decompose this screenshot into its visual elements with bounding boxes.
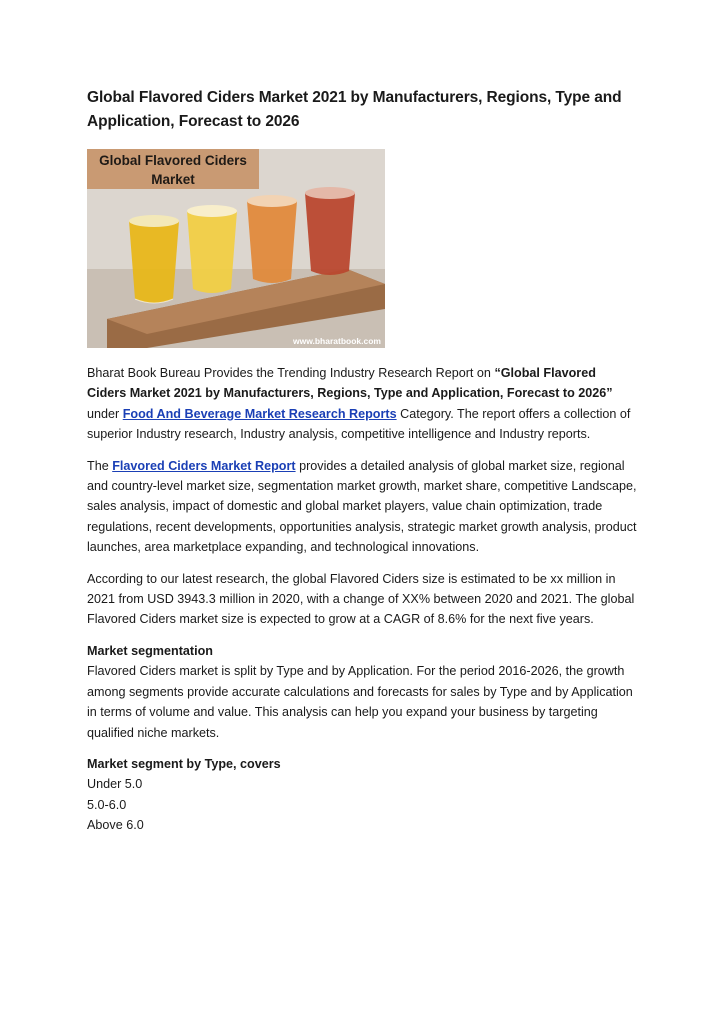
intro-report-name: “Global Flavored Ciders Market 2021 by Manufacturers, Regions, Type and Application, Forecast to 2026”: [87, 366, 613, 401]
type-segment-section: [87, 754, 637, 836]
para2-lead: The: [87, 458, 113, 473]
research-paragraph: According to our latest research, the global Flavored Ciders size is estimated to be xx million in 2021 from USD 3943.3 million in 2020, with a change of XX% between 2020 and 2021. The global Flavored Ciders market size is expected to grow at a CAGR of 8.6% for the next five years.: [87, 571, 635, 627]
intro-lead: Bharat Book Bureau Provides the Trending Industry Research Report on: [87, 366, 495, 380]
intro-under: under: [87, 406, 123, 421]
category-link[interactable]: Food And Beverage Market Research Reports: [122, 406, 397, 421]
segmentation-text: Flavored Ciders market is split by Type and by Application. For the period 2016-2026, the growth among segments provide accurate calculations and forecasts for sales by Type and by Application in terms of volume and value. This analysis can help you expand your business by targeting qualified niche markets.: [87, 664, 633, 740]
segmentation-section: [87, 641, 637, 743]
intro-paragraph: [87, 363, 637, 445]
segmentation-heading: Market segmentation: [87, 643, 213, 658]
list-item: Under 5.0: [87, 777, 143, 792]
hero-banner: [87, 149, 259, 189]
intro-tail: Category. The report offers a collection of superior Industry research, Industry analysis, competitive intelligence and Industry reports.: [87, 406, 631, 442]
hero-banner-line-1: Global Flavored Ciders: [99, 153, 247, 168]
market-report-link[interactable]: Flavored Ciders Market Report: [112, 458, 296, 473]
report-description-paragraph: [87, 456, 637, 558]
para2-tail: provides a detailed analysis of global market size, regional and country-level market size, segmentation market growth, market share, competitive Landscape, sales analysis, impact of domestic and global market players, value chain optimization, trade regulations, recent developments, opportunities analysis, strategic market growth analysis, product launches, area marketplace expanding, and technological innovations.: [87, 458, 637, 555]
list-item: 5.0-6.0: [87, 797, 127, 812]
page-title: Global Flavored Ciders Market 2021 by Manufacturers, Regions, Type and Application, Forecast to 2026: [87, 89, 622, 130]
hero-banner-line-2: Market: [151, 172, 195, 187]
hero-watermark: www.bharatbook.com: [292, 336, 381, 346]
type-segment-heading: Market segment by Type, covers: [87, 756, 281, 771]
document-content: [87, 86, 637, 847]
list-item: Above 6.0: [87, 818, 144, 833]
hero-image: [87, 149, 385, 348]
